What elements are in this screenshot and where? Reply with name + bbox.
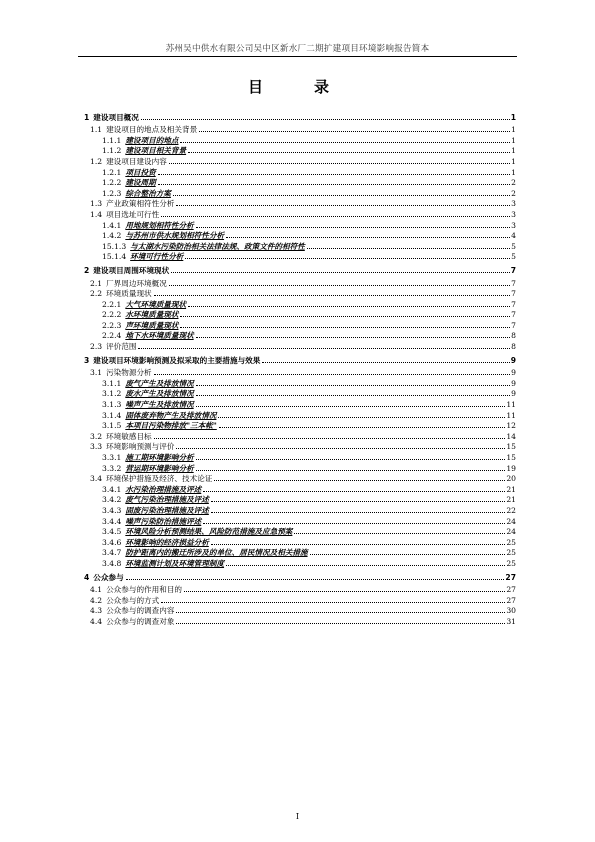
- toc-entry-number: 2.2.2: [102, 310, 122, 320]
- toc-entry[interactable]: [84, 484, 516, 495]
- toc-entry[interactable]: [84, 135, 516, 146]
- toc-leader-dots: [196, 395, 510, 396]
- toc-entry-label: 施工期环境影响分析: [125, 453, 194, 462]
- toc-entry-label: 综合整治方案: [125, 188, 171, 198]
- toc-entry[interactable]: [84, 178, 516, 189]
- toc-entry[interactable]: [84, 299, 516, 310]
- toc-entry-page: 5: [511, 241, 516, 251]
- toc-entry-number: 3.1: [90, 368, 103, 378]
- toc-entry-label: 环境风险分析预测结果、风险防范措施及应急预案: [125, 527, 293, 537]
- toc-leader-dots: [185, 258, 510, 259]
- toc-entry-number: 1.1: [90, 125, 103, 135]
- toc-entry-number: 4.4: [90, 616, 103, 626]
- toc-entry-label: 建设项目的地点及相关背景: [106, 125, 198, 135]
- toc-entry-number: 2.2.3: [102, 320, 122, 330]
- toc-leader-dots: [211, 501, 505, 502]
- toc-entry-number: 1.2.3: [102, 188, 122, 198]
- toc-entry[interactable]: [84, 310, 516, 321]
- toc-entry-page: 12: [506, 421, 516, 431]
- toc-entry[interactable]: [84, 146, 516, 157]
- toc-entry-label: 环境可行性分析: [130, 252, 184, 262]
- toc-entry-label: 水环境质量现状: [125, 310, 179, 320]
- toc-entry-label: 与苏州市供水规划相符性分析: [125, 231, 225, 241]
- toc-entry-label: 本项目污染物排放"三本帐": [125, 421, 217, 431]
- toc-leader-dots: [176, 205, 510, 206]
- toc-entry-label: 固废污染治理措施及评述: [125, 505, 209, 515]
- toc-entry-page: 5: [511, 252, 516, 262]
- toc-entry-page: 27: [505, 573, 516, 583]
- toc-entry-number: 1.2.2: [102, 178, 122, 188]
- toc-entry-page: 30: [506, 606, 516, 616]
- toc-entry-number: 2: [84, 266, 90, 276]
- toc-entry-page: 15: [506, 453, 516, 462]
- toc-entry-number: 2.2.1: [102, 299, 122, 309]
- toc-entry-number: 15.1.3: [102, 241, 127, 251]
- toc-entry-number: 1.4: [90, 209, 103, 219]
- toc-entry-page: 7: [511, 310, 516, 320]
- toc-entry-number: 3.3: [90, 442, 103, 452]
- toc-entry-number: 3.1.4: [102, 410, 122, 420]
- toc-entry[interactable]: [84, 209, 516, 220]
- toc-entry-label: 公众参与的调查内容: [106, 606, 175, 616]
- toc-entry-page: 24: [506, 516, 516, 526]
- toc-leader-dots: [180, 316, 510, 317]
- toc-entry-label: 废气污染治理措施及评述: [125, 495, 209, 505]
- toc-leader-dots: [226, 565, 505, 566]
- toc-entry-label: 环境监测计划及环境管理制度: [125, 558, 225, 568]
- toc-entry-number: 2.2.4: [102, 331, 122, 341]
- toc-entry[interactable]: [84, 341, 516, 352]
- toc-entry[interactable]: [84, 399, 516, 410]
- toc-leader-dots: [169, 285, 510, 286]
- toc-entry[interactable]: [84, 113, 516, 124]
- toc-entry-label: 环境质量现状: [106, 289, 152, 299]
- toc-leader-dots: [171, 272, 509, 273]
- toc-entry-label: 建设项目环境影响预测及拟采取的主要措施与效果: [93, 356, 261, 366]
- toc-entry-page: 21: [506, 495, 516, 505]
- toc-entry[interactable]: [84, 452, 516, 463]
- toc-entry-page: 9: [511, 389, 516, 399]
- toc-entry[interactable]: [84, 606, 516, 617]
- toc-entry-page: 2: [511, 178, 516, 188]
- toc-leader-dots: [180, 142, 510, 143]
- header-rule: [78, 56, 517, 57]
- toc-entry-number: 3.4: [90, 474, 103, 484]
- toc-leader-dots: [188, 152, 510, 153]
- toc-entry[interactable]: [84, 474, 516, 485]
- toc-entry-number: 3.4.2: [102, 495, 122, 505]
- toc-leader-dots: [141, 119, 510, 120]
- toc-entry[interactable]: [84, 505, 516, 516]
- toc-entry-number: 3.1.1: [102, 378, 122, 388]
- toc-entry-label: 产业政策相符性分析: [106, 199, 175, 209]
- toc-entry-number: 3.2: [90, 431, 103, 441]
- toc-entry-number: 3.4.3: [102, 505, 122, 515]
- toc-leader-dots: [154, 295, 511, 296]
- toc-entry-number: 4.3: [90, 606, 103, 616]
- toc-leader-dots: [154, 374, 511, 375]
- toc-entry[interactable]: [84, 410, 516, 421]
- toc-entry-label: 建设项目周围环境现状: [93, 266, 170, 276]
- toc-entry[interactable]: [84, 289, 516, 300]
- toc-entry-label: 项目投资: [125, 167, 156, 177]
- toc-entry-page: 9: [510, 356, 516, 366]
- toc-entry-label: 公众参与: [93, 573, 124, 583]
- toc-leader-dots: [203, 523, 505, 524]
- toc-entry-number: 3.4.5: [102, 527, 122, 537]
- toc-entry[interactable]: [84, 495, 516, 506]
- toc-leader-dots: [218, 417, 505, 418]
- toc-entry-label: 环境保护措施及经济、技术论证: [106, 474, 213, 484]
- toc-entry[interactable]: [84, 188, 516, 199]
- toc-entry-page: 19: [506, 463, 516, 473]
- toc-entry[interactable]: [84, 320, 516, 331]
- toc-entry-number: 15.1.4: [102, 252, 127, 262]
- toc-entry-page: 1: [511, 156, 516, 166]
- toc-entry-number: 3.4.6: [102, 537, 122, 547]
- toc-entry-label: 声环境质量现状: [125, 320, 179, 330]
- toc-entry-label: 公众参与的方式: [106, 595, 160, 605]
- toc-entry[interactable]: [84, 199, 516, 210]
- toc-leader-dots: [176, 612, 505, 613]
- toc-entry[interactable]: [84, 389, 516, 400]
- toc-entry-page: 3: [511, 199, 516, 209]
- toc-entry-page: 4: [511, 231, 516, 241]
- toc-title: 目 录: [247, 78, 347, 96]
- toc-entry[interactable]: [84, 356, 516, 367]
- toc-entry-page: 7: [511, 289, 516, 299]
- toc-leader-dots: [126, 579, 505, 580]
- toc-entry[interactable]: [84, 378, 516, 389]
- toc-entry[interactable]: [84, 558, 516, 569]
- toc-leader-dots: [262, 362, 509, 363]
- toc-entry-number: 1.4.1: [102, 220, 122, 230]
- toc-entry-number: 3.3.2: [102, 463, 122, 473]
- toc-entry-label: 与太湖水污染防治相关法律法规、政策文件的相符性: [130, 241, 305, 251]
- toc-leader-dots: [211, 512, 505, 513]
- toc-leader-dots: [169, 163, 510, 164]
- toc-entry-label: 厂界周边环境概况: [106, 278, 167, 288]
- toc-entry-number: 1.2: [90, 156, 103, 166]
- toc-entry-number: 2.3: [90, 342, 103, 352]
- toc-entry-label: 营运期环境影响分析: [125, 463, 194, 473]
- toc-entry[interactable]: [84, 156, 516, 167]
- toc-entry[interactable]: [84, 463, 516, 474]
- toc-entry-label: 大气环境质量现状: [125, 299, 187, 309]
- toc-entry-number: 3.4.8: [102, 558, 122, 568]
- toc-entry[interactable]: [84, 220, 516, 231]
- toc-entry-label: 环境影响预测与评价: [106, 442, 175, 452]
- toc-entry-label: 项目选址可行性: [106, 209, 160, 219]
- toc-entry[interactable]: [84, 252, 516, 263]
- toc-leader-dots: [188, 306, 510, 307]
- toc-leader-dots: [219, 427, 506, 428]
- toc-leader-dots: [196, 385, 510, 386]
- toc-leader-dots: [161, 216, 510, 217]
- toc-leader-dots: [226, 237, 510, 238]
- toc-entry[interactable]: [84, 231, 516, 242]
- toc-entry-number: 4.1: [90, 585, 103, 595]
- toc-entry-number: 4: [84, 573, 90, 583]
- toc-entry-page: 7: [510, 266, 516, 276]
- toc-entry-page: 7: [511, 299, 516, 309]
- toc-entry-label: 建设项目概况: [93, 113, 139, 123]
- toc-entry-label: 建设项目的地点: [125, 135, 179, 145]
- toc-entry-label: 建设项目相关背景: [125, 146, 187, 156]
- toc-entry-label: 水污染治理措施及评述: [125, 484, 202, 494]
- toc-entry-label: 废气产生及排放情况: [125, 378, 194, 388]
- toc-leader-dots: [138, 348, 510, 349]
- toc-entry-number: 3.4.4: [102, 516, 122, 526]
- toc-leader-dots: [196, 337, 510, 338]
- toc-leader-dots: [211, 544, 505, 545]
- toc-leader-dots: [180, 327, 510, 328]
- toc-entry-page: 1: [510, 113, 516, 123]
- toc-entry-number: 1.3: [90, 199, 103, 209]
- toc-entry-number: 1.4.2: [102, 231, 122, 241]
- toc-entry[interactable]: [84, 616, 516, 627]
- toc-entry-label: 噪声污染防治措施评述: [125, 516, 202, 526]
- toc-entry[interactable]: [84, 548, 516, 559]
- toc-entry-label: 公众参与的调查对象: [106, 616, 175, 626]
- toc-entry[interactable]: [84, 572, 516, 583]
- toc-entry-page: 31: [506, 616, 516, 626]
- toc-leader-dots: [161, 602, 505, 603]
- toc-leader-dots: [294, 533, 505, 534]
- toc-leader-dots: [176, 448, 505, 449]
- toc-entry[interactable]: [84, 368, 516, 379]
- toc-leader-dots: [196, 227, 510, 228]
- toc-entry[interactable]: [84, 278, 516, 289]
- toc-entry-label: 建设周期: [125, 178, 156, 188]
- toc-entry-page: 11: [506, 400, 516, 410]
- toc-entry-page: 25: [506, 537, 516, 547]
- toc-entry-number: 1.2.1: [102, 167, 122, 177]
- toc-entry[interactable]: [84, 527, 516, 538]
- toc-entry-page: 3: [511, 220, 516, 230]
- toc-entry-page: 27: [506, 595, 516, 605]
- toc-entry[interactable]: [84, 595, 516, 606]
- toc-entry-label: 噪声产生及排放情况: [125, 400, 194, 410]
- toc-entry[interactable]: [84, 167, 516, 178]
- toc-entry-page: 2: [511, 188, 516, 198]
- toc-entry-number: 3.4.1: [102, 484, 122, 494]
- toc-leader-dots: [307, 248, 510, 249]
- toc-entry[interactable]: [84, 421, 516, 432]
- toc-leader-dots: [196, 406, 506, 407]
- toc-entry-label: 环境影响的经济损益分析: [125, 537, 209, 547]
- toc-leader-dots: [203, 491, 505, 492]
- toc-entry-label: 环境敏感目标: [106, 431, 152, 441]
- toc-entry-page: 8: [511, 331, 516, 341]
- toc-entry-label: 防护距离内的搬迁所涉及的单位、居民情况及相关措施: [125, 548, 308, 558]
- toc-entry-label: 建设项目建设内容: [106, 156, 167, 166]
- toc-entry[interactable]: [84, 241, 516, 252]
- toc-leader-dots: [154, 438, 506, 439]
- toc-leader-dots: [199, 131, 510, 132]
- toc-entry-page: 27: [506, 585, 516, 595]
- toc-leader-dots: [310, 554, 506, 555]
- toc-entry-label: 固体废弃物产生及排放情况: [125, 410, 217, 420]
- toc-entry-number: 3.1.3: [102, 400, 122, 410]
- toc-leader-dots: [196, 470, 506, 471]
- toc-entry-number: 1.1.2: [102, 146, 122, 156]
- toc-entry-page: 24: [506, 527, 516, 537]
- toc-entry-number: 1: [84, 113, 90, 123]
- toc-entry-number: 2.1: [90, 278, 103, 288]
- toc-entry-page: 9: [511, 378, 516, 388]
- toc-entry-number: 3.4.7: [102, 548, 122, 558]
- toc-entry-label: 评价范围: [106, 342, 137, 352]
- toc-entry-page: 7: [511, 278, 516, 288]
- toc-entry[interactable]: [84, 431, 516, 442]
- toc-entry-page: 21: [506, 484, 516, 494]
- running-header: 苏州吴中供水有限公司吴中区新水厂二期扩建项目环境影响报告简本: [165, 44, 430, 54]
- toc-entry-page: 11: [506, 410, 516, 420]
- toc-entry-page: 20: [506, 474, 516, 484]
- toc-entry-page: 1: [511, 146, 516, 156]
- toc-entry[interactable]: [84, 331, 516, 342]
- toc-entry-number: 3.1.5: [102, 421, 122, 431]
- toc-entry-label: 废水产生及排放情况: [125, 389, 194, 399]
- toc-entry-number: 1.1.1: [102, 135, 122, 145]
- toc-entry[interactable]: [84, 516, 516, 527]
- toc-entry-page: 14: [506, 431, 516, 441]
- toc-entry-page: 7: [511, 320, 516, 330]
- toc-leader-dots: [158, 174, 510, 175]
- toc-entry-number: 3: [84, 356, 90, 366]
- toc-leader-dots: [176, 623, 505, 624]
- toc-entry-page: 25: [506, 548, 516, 558]
- toc-entry-page: 8: [511, 342, 516, 352]
- toc-entry-page: 15: [506, 442, 516, 452]
- toc-entry[interactable]: [84, 125, 516, 136]
- toc-leader-dots: [196, 459, 506, 460]
- toc-entry-number: 3.1.2: [102, 389, 122, 399]
- table-of-contents: [84, 109, 516, 627]
- toc-entry-label: 用地规划相符性分析: [125, 220, 194, 230]
- toc-entry[interactable]: [84, 442, 516, 453]
- toc-entry[interactable]: [84, 585, 516, 596]
- toc-leader-dots: [214, 480, 505, 481]
- toc-leader-dots: [158, 184, 510, 185]
- toc-entry-number: 2.2: [90, 289, 103, 299]
- toc-leader-dots: [184, 591, 505, 592]
- toc-entry-page: 3: [511, 209, 516, 219]
- page-number: I: [295, 812, 300, 821]
- toc-entry-label: 公众参与的作用和目的: [106, 585, 183, 595]
- toc-entry-page: 22: [506, 505, 516, 515]
- toc-entry-page: 9: [511, 368, 516, 378]
- toc-entry[interactable]: [84, 537, 516, 548]
- toc-entry-page: 25: [506, 558, 516, 568]
- toc-entry-page: 1: [511, 167, 516, 177]
- toc-entry-page: 1: [511, 125, 516, 135]
- toc-entry-number: 4.2: [90, 595, 103, 605]
- toc-entry-page: 1: [511, 135, 516, 145]
- toc-entry-number: 3.3.1: [102, 453, 122, 462]
- toc-entry[interactable]: [84, 266, 516, 277]
- toc-entry-label: 污染物源分析: [106, 368, 152, 378]
- toc-leader-dots: [173, 195, 510, 196]
- toc-entry-label: 地下水环境质量现状: [125, 331, 194, 341]
